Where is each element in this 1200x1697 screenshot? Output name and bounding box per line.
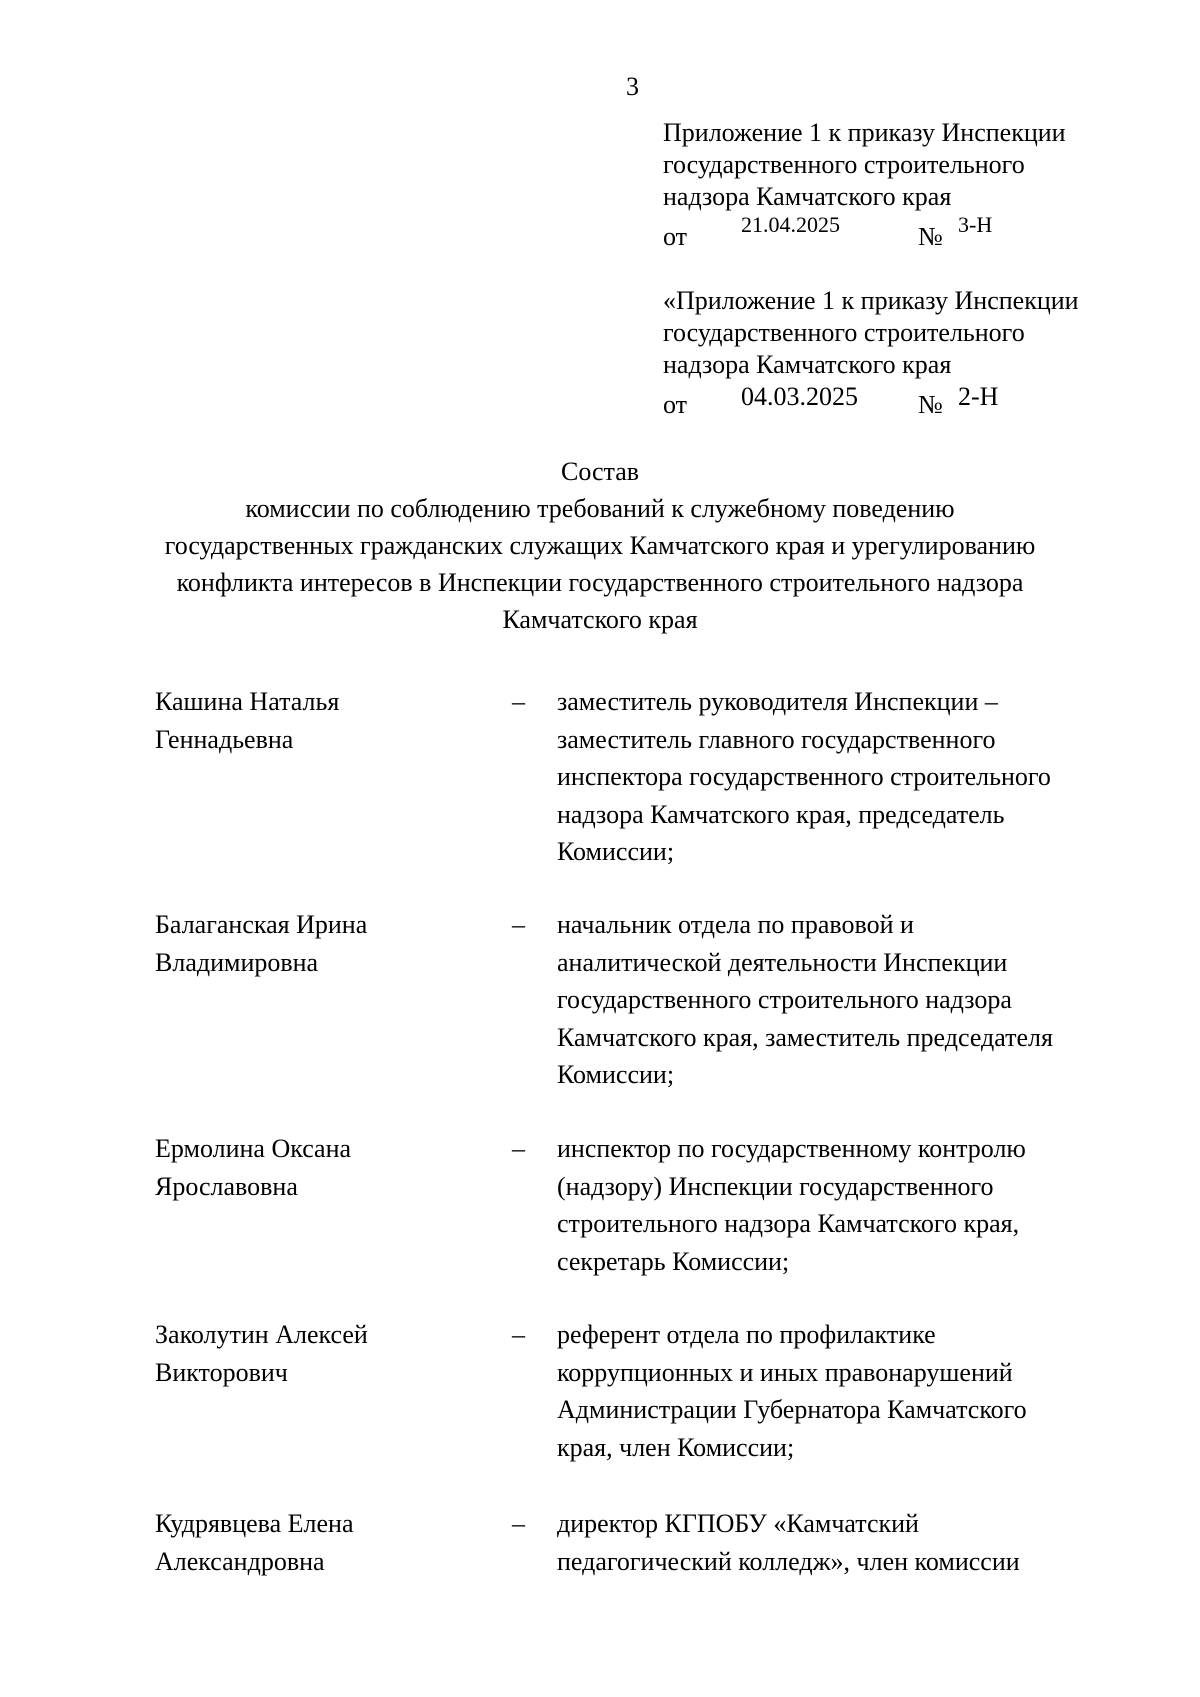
title-line: конфликта интересов в Инспекции государственного строительного надзора <box>176 568 1024 597</box>
member-role-line: педагогический колледж», член комиссии <box>557 1546 1020 1576</box>
member-name <box>155 1316 495 1391</box>
member-role-line: Комиссии; <box>557 837 675 866</box>
title-line: комиссии по соблюдению требований к служебному поведению <box>245 494 955 523</box>
member-role-line: заместитель главного государственного <box>557 724 996 754</box>
member-role-line: Администрации Губернатора Камчатского <box>557 1395 1027 1424</box>
from-label: от <box>663 222 688 251</box>
member-role <box>557 906 1157 1094</box>
member-role-line: надзора Камчатского края, председатель <box>557 799 1005 829</box>
member-role <box>557 1505 1157 1580</box>
member-name <box>155 906 495 981</box>
member-name-line: Владимировна <box>155 947 319 977</box>
member-name-line: Ярославовна <box>155 1171 298 1201</box>
member-name-line: Кашина Наталья <box>155 687 340 716</box>
from-label: от <box>663 390 688 419</box>
member-name-line: Александровна <box>155 1546 325 1576</box>
document-title <box>100 453 1100 638</box>
member-role-line: секретарь Комиссии; <box>557 1246 790 1276</box>
title-line: государственных гражданских служащих Камчатского края и урегулированию <box>164 531 1036 560</box>
appendix-current <box>663 117 1163 251</box>
order-date: 04.03.2025 <box>741 382 858 411</box>
member-name-line: Геннадьевна <box>155 724 294 754</box>
member-role-line: коррупционных и иных правонарушений <box>557 1357 1013 1387</box>
appendix-previous-line: государственного строительного <box>663 318 1025 347</box>
member-name-line: Балаганская Ирина <box>155 910 368 939</box>
member-name-line: Кудрявцева Елена <box>155 1509 354 1538</box>
title-heading: Состав <box>560 457 640 486</box>
member-name <box>155 1130 495 1205</box>
number-sign: № <box>918 390 943 419</box>
title-line: Камчатского края <box>502 605 698 634</box>
member-role <box>557 1316 1157 1466</box>
member-role-line: референт отдела по профилактике <box>557 1320 936 1349</box>
member-dash: – <box>512 1320 525 1349</box>
member-name-line: Заколутин Алексей <box>155 1320 368 1349</box>
member-dash: – <box>512 1509 525 1538</box>
order-number: 2-Н <box>958 382 999 411</box>
member-role <box>557 1130 1157 1280</box>
member-dash: – <box>512 687 525 716</box>
number-sign: № <box>918 222 943 251</box>
appendix-previous-line: надзора Камчатского края <box>663 350 952 379</box>
member-name <box>155 1505 495 1580</box>
appendix-current-line: государственного строительного <box>663 150 1025 179</box>
member-role-line: директор КГПОБУ «Камчатский <box>557 1509 919 1538</box>
order-date: 21.04.2025 <box>741 212 840 237</box>
order-number: 3-Н <box>958 212 993 237</box>
member-dash: – <box>512 910 525 939</box>
appendix-previous-date-number <box>663 381 1163 419</box>
member-dash: – <box>512 1134 525 1163</box>
member-name <box>155 683 495 758</box>
appendix-current-line: Приложение 1 к приказу Инспекции <box>663 118 1066 147</box>
member-role-line: аналитической деятельности Инспекции <box>557 947 1008 977</box>
appendix-current-line: надзора Камчатского края <box>663 182 952 211</box>
member-role-line: строительного надзора Камчатского края, <box>557 1209 1020 1238</box>
appendix-previous-line: «Приложение 1 к приказу Инспекции <box>663 286 1079 315</box>
member-role-line: инспектора государственного строительного <box>557 762 1051 791</box>
member-role <box>557 683 1157 871</box>
member-role-line: Комиссии; <box>557 1060 675 1089</box>
appendix-current-date-number <box>663 212 1163 251</box>
member-role-line: края, член Комиссии; <box>557 1432 795 1462</box>
appendix-previous <box>663 285 1163 419</box>
page-number: 3 <box>626 72 639 101</box>
member-role-line: Камчатского края, заместитель председателя <box>557 1022 1053 1052</box>
member-name-line: Ермолина Оксана <box>155 1134 352 1163</box>
member-name-line: Викторович <box>155 1357 288 1387</box>
member-role-line: начальник отдела по правовой и <box>557 910 914 939</box>
member-role-line: заместитель руководителя Инспекции – <box>557 687 998 716</box>
member-role-line: государственного строительного надзора <box>557 985 1012 1014</box>
member-role-line: инспектор по государственному контролю <box>557 1134 1026 1163</box>
member-role-line: (надзору) Инспекции государственного <box>557 1171 994 1201</box>
